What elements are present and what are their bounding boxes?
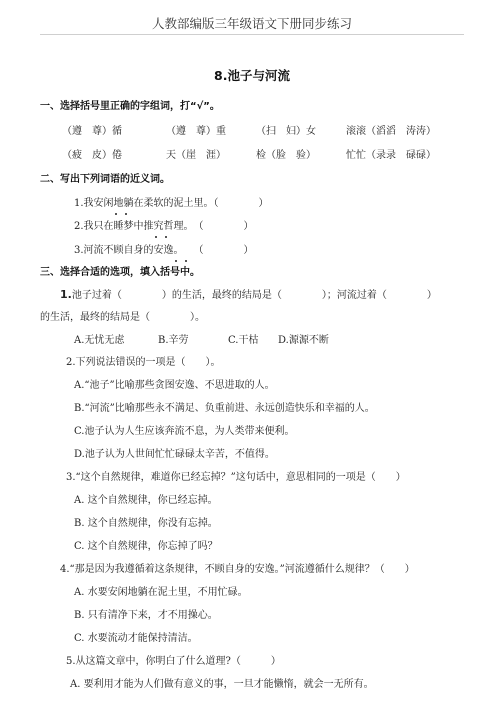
q1-option-b: B.辛劳 xyxy=(158,335,189,346)
question2-stem: 2.下列说法错误的一项是（ ）。 xyxy=(66,357,221,368)
q3-option-a: A. 这个自然规律，你已经忘掉。 xyxy=(74,495,218,506)
word-choice-3: （扫 妇）女 xyxy=(256,126,316,137)
word-choice-4: 滚滚（滔滔 涛涛） xyxy=(346,126,436,137)
word-choice-5: （疲 皮）倦 xyxy=(62,150,122,161)
emphasis-dot xyxy=(125,213,127,215)
section2-heading: 二、写出下列词语的近义词。 xyxy=(40,174,170,185)
section3-heading: 三、选择合适的选项，填入括号中。 xyxy=(40,267,200,278)
q1-option-c: C.干枯 xyxy=(228,335,259,346)
question4-stem: 4.“那是因为我遵循着这条规律，不顾自身的安逸。”河流遵循什么规律？（ ） xyxy=(60,564,415,575)
emphasis-dot xyxy=(175,260,177,262)
word-choice-1: （遵 尊）循 xyxy=(62,126,122,137)
word-choice-8: 忙忙（录录 碌碌） xyxy=(346,150,436,161)
q4-option-b: B. 只有清净下来，才不用操心。 xyxy=(74,610,218,621)
emphasis-dot xyxy=(185,260,187,262)
q2-option-d: D.池子认为人世间忙忙碌碌太辛苦，不值得。 xyxy=(74,449,275,460)
q2-option-a: A.“池子”比喻那些贪图安逸、不思进取的人。 xyxy=(74,380,275,391)
question1-line2: 的生活，最终的结局是（ ）。 xyxy=(40,312,205,323)
synonym-item-2: 2.我只在睡梦中推究哲理。 （ ） xyxy=(74,221,254,232)
lesson-title: 8.池子与河流 xyxy=(214,68,290,83)
q4-option-c: C. 水要流动才能保持清洁。 xyxy=(74,633,198,644)
question3-stem: 3.“这个自然规律，难道你已经忘掉？”这句话中，意思相同的一项是（ ） xyxy=(66,472,406,483)
emphasis-dot xyxy=(115,213,117,215)
q3-option-b: B. 这个自然规律，你没有忘掉。 xyxy=(74,518,218,529)
section1-heading: 一、选择括号里正确的字组词，打“√”。 xyxy=(40,101,220,112)
question1-number: 1. xyxy=(60,288,72,301)
q2-option-b: B.“河流”比喻那些永不满足、负重前进、永远创造快乐和幸福的人。 xyxy=(74,403,375,414)
q5-option-a: A. 要利用才能为人们做有意义的事，一旦才能懒惰，就会一无所有。 xyxy=(70,679,374,690)
emphasis-dot xyxy=(165,236,167,238)
q4-option-a: A. 水要安闲地躺在泥土里，不用忙碌。 xyxy=(74,587,248,598)
emphasis-dot xyxy=(155,236,157,238)
synonym-item-1: 1.我安闲地躺在柔软的泥土里。（ ） xyxy=(74,198,269,209)
synonym-item-3: 3.河流不顾自身的安逸。 （ ） xyxy=(74,245,254,256)
header-divider xyxy=(40,34,464,35)
question1-text: 池子过着（ ）的生活，最终的结局是（ ）；河流过着（ ） xyxy=(71,290,437,301)
question5-stem: 5.从这篇文章中，你明白了什么道理?（ ） xyxy=(66,656,281,667)
word-choice-2: （遵 尊）重 xyxy=(166,126,226,137)
page-header: 人教部编版三年级语文下册同步练习 xyxy=(151,16,352,31)
q2-option-c: C.池子认为人生应该奔流不息，为人类带来便利。 xyxy=(74,426,295,437)
word-choice-6: 天（崖 涯） xyxy=(166,150,226,161)
q3-option-c: C. 这个自然规律，你忘掉了吗？ xyxy=(74,541,218,552)
question1-line1 xyxy=(60,288,437,303)
word-choice-7: 检（脸 验） xyxy=(256,150,316,161)
q1-option-a: A.无忧无虑 xyxy=(74,335,125,346)
q1-option-d: D.源源不断 xyxy=(278,335,329,346)
